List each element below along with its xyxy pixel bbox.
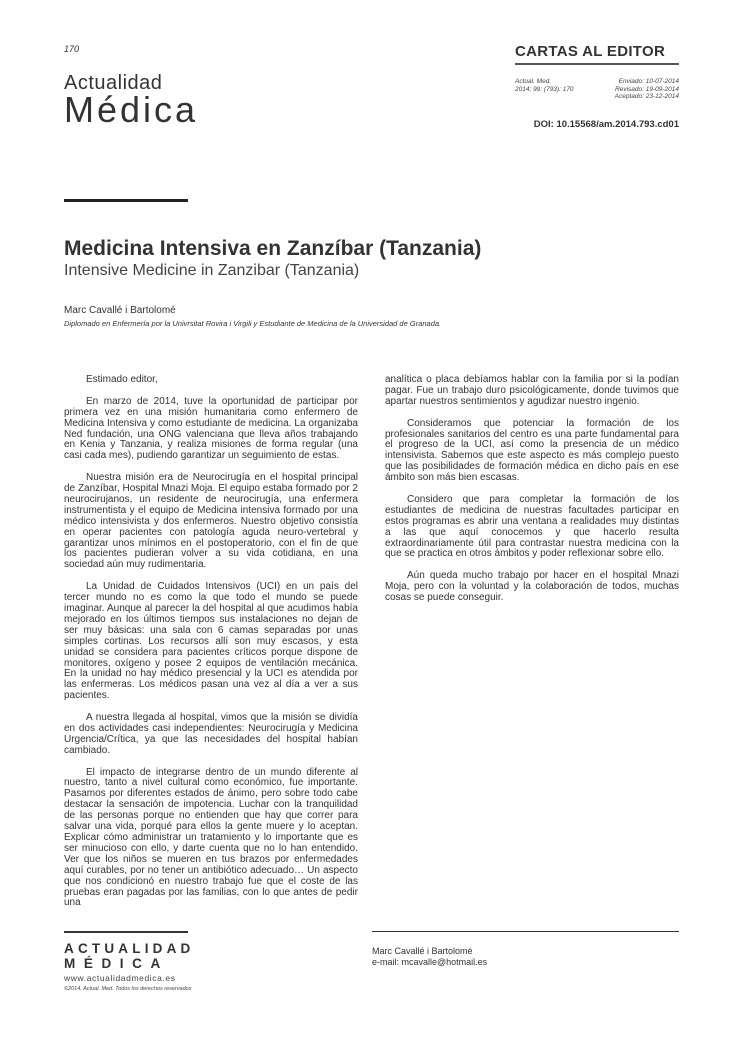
date-accepted: Aceptado: 23-12-2014 — [614, 93, 679, 100]
footer-logo-line-1: ACTUALIDAD — [64, 941, 195, 956]
section-title: CARTAS AL EDITOR — [515, 43, 666, 60]
body-paragraph-continued: analítica o placa debíamos hablar con la familia por si la podían pagar. Fue un trabajo duro psicológicamente, donde tuvimos que apartar nuestros sentimientos y agudizar nuestro ingenio. — [385, 374, 679, 407]
citation-line: 2014; 99: (793): 170 — [515, 85, 574, 93]
header-divider — [64, 199, 188, 202]
footer-divider-left — [64, 931, 188, 933]
article-title-english: Intensive Medicine in Zanzibar (Tanzania) — [64, 262, 360, 279]
article-dates — [586, 78, 679, 101]
body-paragraph: En marzo de 2014, tuve la oportunidad de participar por primera vez en una misión humanitaria como enfermero de Medicina Intensiva y como estudiante de medicina. La organizaba Ned fundación, una ONG valenciana que lleva años trabajando en Kenia y Tanzania, y realiza misiones de forma regular (una casi cada mes), pudiendo garantizar un seguimiento de estas. — [64, 395, 358, 462]
footer-url[interactable]: www.actualidadmedica.es — [64, 973, 176, 983]
salutation: Estimado editor, — [86, 374, 158, 385]
body-paragraph: Consideramos que potenciar la formación de los profesionales sanitarios del centro es una parte fundamental para el progreso de la UCI, así como la presencia de un médico intensivista. Sabemos que este aspecto es más complejo puesto que las posibilidades de formación médica en dicho país en ese ámbito son más bien escasas. — [385, 417, 679, 484]
citation-line: Actual. Med. — [515, 78, 552, 85]
body-column-right — [385, 375, 679, 615]
correspondence-email[interactable]: e-mail: mcavalle@hotmail.es — [372, 957, 488, 967]
correspondence-author: Marc Cavallé i Bartolomé — [372, 946, 473, 956]
footer-copyright: ©2014. Actual. Med. Todos los derechos reservados — [64, 986, 192, 992]
body-paragraph: La Unidad de Cuidados Intensivos (UCI) en un país del tercer mundo no es como la que todo el mundo se puede imaginar. Aunque al parecer la del hospital al que acudimos había mejorado en los últimos tiempos sus instalaciones no dejan de ser muy básicas: una sala con 6 camas separadas por unas simples cortinas. Los recursos allí son muy escasos, y esta unidad se considera para pacientes críticos porque dispone de monitores, oxígeno y posee 2 equipos de ventilación mecánica. En la unidad no hay médico presencial y la UCI es atendida por las enfermeras. Los médicos pasan una vez al día a ver a sus pacientes. — [64, 581, 358, 702]
author-affiliation: Diplomado en Enfermería por la Univrsitat Rovira i Virgili y Estudiante de Medicina de la Universidad de Granada. — [64, 319, 442, 328]
body-column-left — [64, 375, 358, 920]
logo-line-2: Médica — [64, 89, 199, 130]
body-paragraph: Nuestra misión era de Neurocirugía en el hospital principal de Zanzíbar, Hospital Mnazi Moja. El equipo estaba formado por 2 neurocirujanos, un residente de neurocirugía, una enfermera instrumentista y el equipo de Medicina intensiva formado por una médico intensivista y dos enfermeros. Nuestro objetivo consistía en operar pacientes con patología aguda neuro-vertebral y garantizar unos mínimos en el postoperatorio, con el fin de que los pacientes pudieran volver a su vida cotidiana, en una sociedad aún muy rudimentaria. — [64, 472, 358, 571]
body-paragraph: Considero que para completar la formación de los estudiantes de medicina de nuestras facultades participar en estos programas es abrir una ventana a realidades muy distintas a las que aquí conocemos y que hacerlo resulta extraordinariamente útil para contrastar nuestra medicina con la que se practica en otros ámbitos y poder reflexionar sobre ello. — [385, 493, 679, 560]
footer-logo — [64, 941, 195, 992]
logo-line-1: Actualidad — [64, 72, 163, 94]
citation — [515, 78, 595, 93]
section-divider — [515, 63, 679, 65]
date-sent: Enviado: 10-07-2014 — [618, 78, 679, 85]
article-title: Medicina Intensiva en Zanzíbar (Tanzania) — [64, 237, 482, 260]
body-paragraph: Aún queda mucho trabajo por hacer en el hospital Mnazi Moja, pero con la voluntad y la colaboración de todos, muchas cosas se puede conseguir. — [385, 570, 679, 604]
journal-logo — [64, 72, 198, 129]
correspondence — [372, 946, 487, 968]
date-revised: Revisado: 19-09-2014 — [615, 85, 679, 93]
body-paragraph: El impacto de integrarse dentro de un mundo diferente al nuestro, tanto a nivel cultural como económico, fue importante. Pasamos por diferentes estados de ánimo, pero sobre todo cabe destacar la sensación de impotencia. Luchar con la tranquilidad de las personas porque no entienden que hay que correr para salvar una vida, porqué para ellos la gente muere y lo aceptan. Explicar cómo administrar un tratamiento y lo importante que es ser minucioso con ello, y darte cuenta que no lo han entendido. Ver que los niños se mueren en tus brazos por enfermedades aquí curables, por no tener un antibiótico adecuado… Un aspecto que nos condicionó en nuestro trabajo fue que el coste de las pruebas eran pagadas por las familias, con lo que antes de pedir una — [64, 766, 358, 909]
author-name: Marc Cavallé i Bartolomé — [64, 305, 176, 316]
footer-divider-right — [372, 931, 679, 932]
doi[interactable]: DOI: 10.15568/am.2014.793.cd01 — [533, 119, 679, 130]
body-paragraph: A nuestra llegada al hospital, vimos que la misión se dividía en dos actividades casi independientes: Neurocirugía y Medicina Urgencia/Crítica, ya que las necesidades del hospital habían cambiado. — [64, 712, 358, 756]
footer-logo-line-2: MÉDICA — [64, 956, 169, 971]
page-number: 170 — [64, 44, 80, 54]
